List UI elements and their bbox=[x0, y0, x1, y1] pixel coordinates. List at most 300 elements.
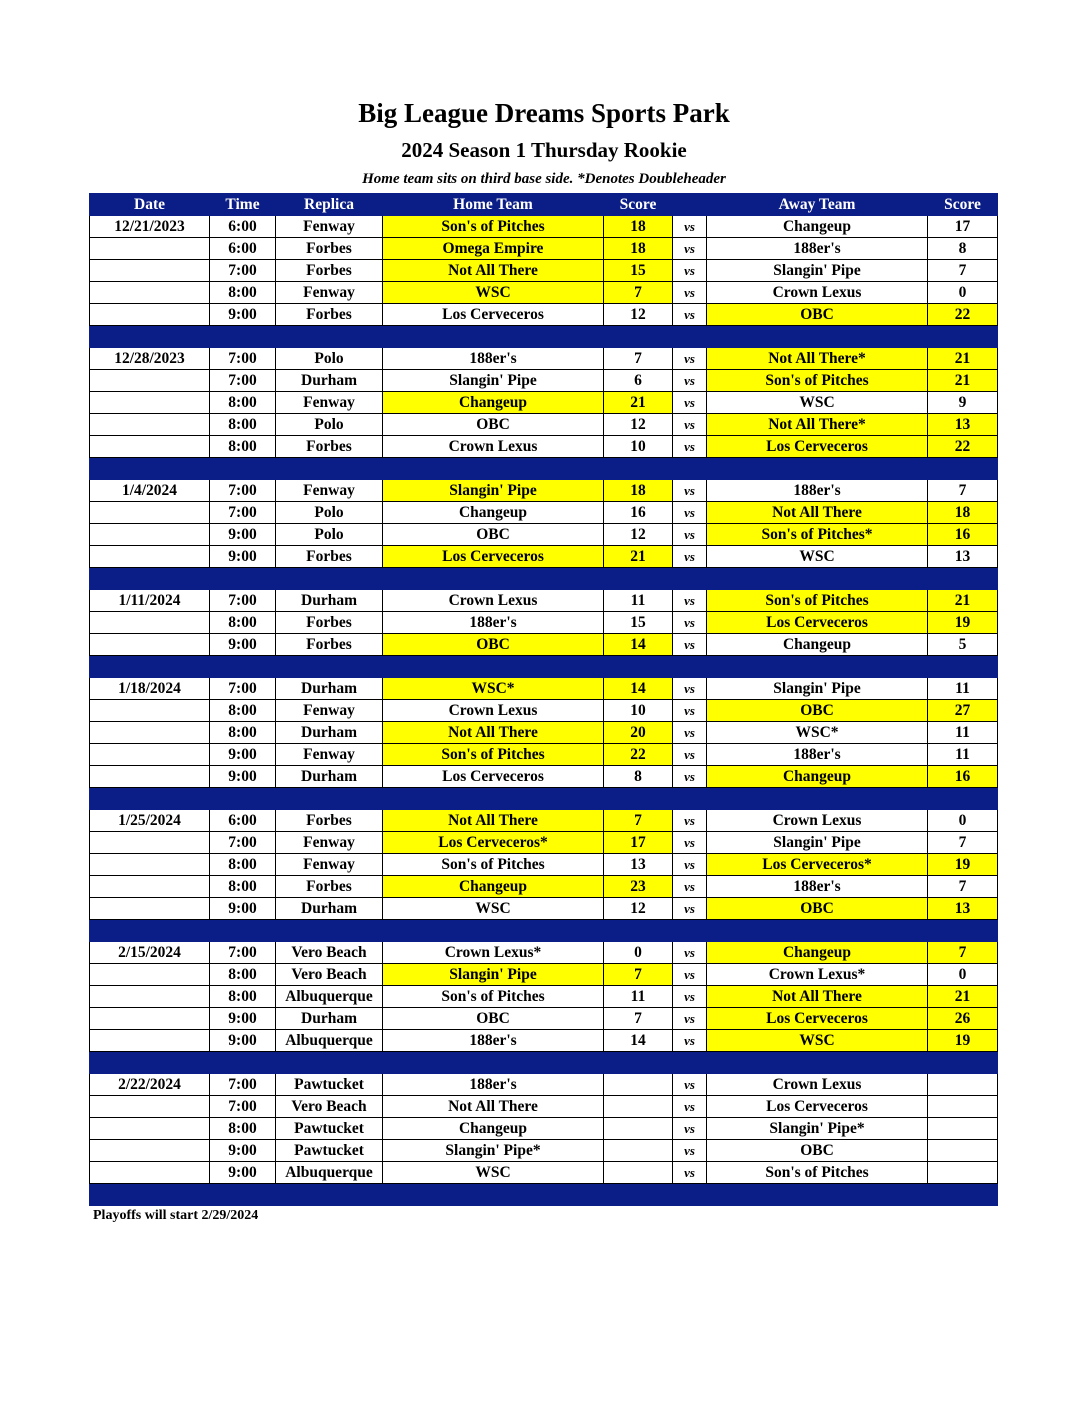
game-date bbox=[90, 612, 210, 634]
vs-label: vs bbox=[673, 898, 707, 920]
separator-cell bbox=[673, 326, 707, 348]
game-row bbox=[90, 876, 998, 898]
home-score: 12 bbox=[604, 524, 673, 546]
away-score: 7 bbox=[928, 876, 998, 898]
home-team: Son's of Pitches bbox=[383, 744, 604, 766]
game-row bbox=[90, 414, 998, 436]
game-row bbox=[90, 238, 998, 260]
game-row bbox=[90, 1162, 998, 1184]
separator-cell bbox=[707, 920, 928, 942]
game-row bbox=[90, 854, 998, 876]
home-score: 18 bbox=[604, 480, 673, 502]
vs-label: vs bbox=[673, 524, 707, 546]
vs-label: vs bbox=[673, 876, 707, 898]
home-team: Slangin' Pipe bbox=[383, 964, 604, 986]
vs-label: vs bbox=[673, 304, 707, 326]
home-score: 12 bbox=[604, 304, 673, 326]
home-score: 21 bbox=[604, 546, 673, 568]
game-date bbox=[90, 700, 210, 722]
vs-label: vs bbox=[673, 436, 707, 458]
away-team: Not All There bbox=[707, 502, 928, 524]
game-time: 7:00 bbox=[210, 370, 276, 392]
playoffs-note: Playoffs will start 2/29/2024 bbox=[93, 1208, 259, 1223]
away-team: OBC bbox=[707, 1140, 928, 1162]
game-replica: Forbes bbox=[276, 260, 383, 282]
page-subtitle: 2024 Season 1 Thursday Rookie bbox=[401, 138, 687, 162]
game-row bbox=[90, 546, 998, 568]
game-date bbox=[90, 238, 210, 260]
home-score: 18 bbox=[604, 216, 673, 238]
separator-cell bbox=[90, 788, 210, 810]
game-time: 6:00 bbox=[210, 238, 276, 260]
away-score: 5 bbox=[928, 634, 998, 656]
game-row bbox=[90, 370, 998, 392]
home-score: 11 bbox=[604, 590, 673, 612]
separator-cell bbox=[276, 1052, 383, 1074]
separator-cell bbox=[707, 1184, 928, 1206]
vs-label: vs bbox=[673, 634, 707, 656]
separator-cell bbox=[928, 920, 998, 942]
week-separator bbox=[90, 1052, 998, 1074]
home-team: Son's of Pitches bbox=[383, 216, 604, 238]
away-score: 0 bbox=[928, 282, 998, 304]
home-score: 16 bbox=[604, 502, 673, 524]
separator-cell bbox=[383, 656, 604, 678]
home-score: 15 bbox=[604, 260, 673, 282]
away-score: 13 bbox=[928, 546, 998, 568]
home-team: 188er's bbox=[383, 348, 604, 370]
home-score bbox=[604, 1140, 673, 1162]
home-score: 7 bbox=[604, 964, 673, 986]
away-team: Changeup bbox=[707, 216, 928, 238]
home-team: Crown Lexus bbox=[383, 700, 604, 722]
home-score: 10 bbox=[604, 436, 673, 458]
game-row bbox=[90, 744, 998, 766]
game-replica: Forbes bbox=[276, 546, 383, 568]
game-date bbox=[90, 722, 210, 744]
separator-cell bbox=[707, 458, 928, 480]
game-row bbox=[90, 832, 998, 854]
home-score: 6 bbox=[604, 370, 673, 392]
separator-cell bbox=[928, 656, 998, 678]
home-team: Los Cerveceros bbox=[383, 766, 604, 788]
away-team: Crown Lexus* bbox=[707, 964, 928, 986]
vs-label: vs bbox=[673, 700, 707, 722]
schedule-table bbox=[89, 193, 998, 1206]
away-team: Son's of Pitches bbox=[707, 1162, 928, 1184]
vs-label: vs bbox=[673, 1140, 707, 1162]
game-replica: Fenway bbox=[276, 282, 383, 304]
home-team: WSC bbox=[383, 898, 604, 920]
separator-cell bbox=[383, 568, 604, 590]
away-score: 7 bbox=[928, 260, 998, 282]
away-score bbox=[928, 1096, 998, 1118]
game-date bbox=[90, 414, 210, 436]
separator-cell bbox=[604, 458, 673, 480]
separator-cell bbox=[383, 1184, 604, 1206]
away-team: Not All There* bbox=[707, 414, 928, 436]
vs-label: vs bbox=[673, 392, 707, 414]
vs-label: vs bbox=[673, 370, 707, 392]
away-team: WSC bbox=[707, 1030, 928, 1052]
away-score bbox=[928, 1074, 998, 1096]
away-team: WSC bbox=[707, 392, 928, 414]
game-row bbox=[90, 480, 998, 502]
away-score: 21 bbox=[928, 348, 998, 370]
away-team: Son's of Pitches bbox=[707, 590, 928, 612]
vs-label: vs bbox=[673, 480, 707, 502]
home-team: Son's of Pitches bbox=[383, 986, 604, 1008]
away-score bbox=[928, 1118, 998, 1140]
game-time: 9:00 bbox=[210, 546, 276, 568]
home-score: 11 bbox=[604, 986, 673, 1008]
home-team: Changeup bbox=[383, 392, 604, 414]
game-time: 7:00 bbox=[210, 590, 276, 612]
game-date bbox=[90, 304, 210, 326]
separator-cell bbox=[383, 458, 604, 480]
away-team: Son's of Pitches* bbox=[707, 524, 928, 546]
away-team: Slangin' Pipe bbox=[707, 832, 928, 854]
home-team: Not All There bbox=[383, 810, 604, 832]
separator-cell bbox=[604, 568, 673, 590]
game-replica: Polo bbox=[276, 348, 383, 370]
home-score: 17 bbox=[604, 832, 673, 854]
away-team: Not All There* bbox=[707, 348, 928, 370]
game-date bbox=[90, 854, 210, 876]
game-replica: Vero Beach bbox=[276, 964, 383, 986]
game-date bbox=[90, 524, 210, 546]
separator-cell bbox=[928, 1052, 998, 1074]
game-time: 8:00 bbox=[210, 722, 276, 744]
home-team: OBC bbox=[383, 524, 604, 546]
game-replica: Albuquerque bbox=[276, 1030, 383, 1052]
separator-cell bbox=[276, 326, 383, 348]
week-separator bbox=[90, 568, 998, 590]
game-replica: Durham bbox=[276, 370, 383, 392]
away-score: 0 bbox=[928, 810, 998, 832]
vs-label: vs bbox=[673, 1008, 707, 1030]
header-away-team: Away Team bbox=[707, 194, 928, 216]
game-replica: Fenway bbox=[276, 854, 383, 876]
separator-cell bbox=[604, 1184, 673, 1206]
vs-label: vs bbox=[673, 854, 707, 876]
separator-cell bbox=[928, 326, 998, 348]
game-replica: Polo bbox=[276, 414, 383, 436]
vs-label: vs bbox=[673, 1162, 707, 1184]
away-team: Changeup bbox=[707, 942, 928, 964]
game-time: 8:00 bbox=[210, 854, 276, 876]
home-team: Slangin' Pipe bbox=[383, 480, 604, 502]
away-score bbox=[928, 1140, 998, 1162]
game-time: 9:00 bbox=[210, 1030, 276, 1052]
separator-cell bbox=[604, 920, 673, 942]
game-time: 7:00 bbox=[210, 832, 276, 854]
game-time: 9:00 bbox=[210, 524, 276, 546]
schedule-note: Home team sits on third base side. *Denotes Doubleheader bbox=[362, 171, 726, 187]
home-score: 14 bbox=[604, 678, 673, 700]
away-score: 22 bbox=[928, 436, 998, 458]
game-time: 9:00 bbox=[210, 744, 276, 766]
home-team: Crown Lexus bbox=[383, 436, 604, 458]
game-row bbox=[90, 304, 998, 326]
separator-cell bbox=[276, 920, 383, 942]
away-team: Son's of Pitches bbox=[707, 370, 928, 392]
vs-label: vs bbox=[673, 832, 707, 854]
game-row bbox=[90, 392, 998, 414]
week-separator bbox=[90, 458, 998, 480]
separator-cell bbox=[210, 326, 276, 348]
game-date bbox=[90, 876, 210, 898]
home-score: 10 bbox=[604, 700, 673, 722]
away-team: OBC bbox=[707, 898, 928, 920]
home-score: 15 bbox=[604, 612, 673, 634]
away-team: WSC bbox=[707, 546, 928, 568]
game-time: 7:00 bbox=[210, 480, 276, 502]
game-time: 8:00 bbox=[210, 986, 276, 1008]
home-score: 0 bbox=[604, 942, 673, 964]
game-date bbox=[90, 1030, 210, 1052]
separator-cell bbox=[673, 458, 707, 480]
away-score: 7 bbox=[928, 832, 998, 854]
home-team: Changeup bbox=[383, 1118, 604, 1140]
away-score: 27 bbox=[928, 700, 998, 722]
game-replica: Polo bbox=[276, 524, 383, 546]
away-score: 26 bbox=[928, 1008, 998, 1030]
vs-label: vs bbox=[673, 238, 707, 260]
game-date: 1/11/2024 bbox=[90, 590, 210, 612]
game-time: 6:00 bbox=[210, 216, 276, 238]
home-score: 23 bbox=[604, 876, 673, 898]
away-team: Slangin' Pipe bbox=[707, 260, 928, 282]
home-team: WSC* bbox=[383, 678, 604, 700]
game-time: 8:00 bbox=[210, 282, 276, 304]
home-score: 7 bbox=[604, 348, 673, 370]
away-team: Los Cerveceros bbox=[707, 1008, 928, 1030]
home-score: 8 bbox=[604, 766, 673, 788]
game-replica: Pawtucket bbox=[276, 1140, 383, 1162]
home-team: 188er's bbox=[383, 1074, 604, 1096]
separator-cell bbox=[928, 568, 998, 590]
game-replica: Durham bbox=[276, 590, 383, 612]
home-team: Crown Lexus* bbox=[383, 942, 604, 964]
game-date: 1/18/2024 bbox=[90, 678, 210, 700]
vs-label: vs bbox=[673, 744, 707, 766]
game-replica: Durham bbox=[276, 766, 383, 788]
away-team: Not All There bbox=[707, 986, 928, 1008]
game-date bbox=[90, 370, 210, 392]
vs-label: vs bbox=[673, 612, 707, 634]
home-team: Los Cerveceros* bbox=[383, 832, 604, 854]
separator-cell bbox=[383, 920, 604, 942]
game-replica: Fenway bbox=[276, 392, 383, 414]
game-time: 7:00 bbox=[210, 260, 276, 282]
separator-cell bbox=[928, 788, 998, 810]
away-score: 21 bbox=[928, 590, 998, 612]
away-score: 11 bbox=[928, 744, 998, 766]
away-team: Slangin' Pipe* bbox=[707, 1118, 928, 1140]
game-time: 9:00 bbox=[210, 766, 276, 788]
home-score: 20 bbox=[604, 722, 673, 744]
home-team: WSC bbox=[383, 1162, 604, 1184]
game-replica: Albuquerque bbox=[276, 986, 383, 1008]
schedule-body bbox=[90, 216, 998, 1206]
game-time: 9:00 bbox=[210, 1140, 276, 1162]
away-score: 21 bbox=[928, 370, 998, 392]
game-time: 7:00 bbox=[210, 348, 276, 370]
header-home-score: Score bbox=[604, 194, 673, 216]
vs-label: vs bbox=[673, 1096, 707, 1118]
separator-cell bbox=[707, 568, 928, 590]
game-replica: Forbes bbox=[276, 876, 383, 898]
separator-cell bbox=[673, 568, 707, 590]
separator-cell bbox=[90, 1184, 210, 1206]
separator-cell bbox=[210, 458, 276, 480]
game-date: 2/15/2024 bbox=[90, 942, 210, 964]
game-replica: Polo bbox=[276, 502, 383, 524]
header-row bbox=[90, 194, 998, 216]
game-replica: Forbes bbox=[276, 810, 383, 832]
home-team: OBC bbox=[383, 634, 604, 656]
home-team: Omega Empire bbox=[383, 238, 604, 260]
home-score: 14 bbox=[604, 1030, 673, 1052]
game-row bbox=[90, 986, 998, 1008]
game-date bbox=[90, 744, 210, 766]
game-row bbox=[90, 678, 998, 700]
away-team: Crown Lexus bbox=[707, 810, 928, 832]
game-time: 7:00 bbox=[210, 678, 276, 700]
separator-cell bbox=[604, 788, 673, 810]
away-team: 188er's bbox=[707, 238, 928, 260]
home-score: 12 bbox=[604, 414, 673, 436]
game-date: 12/21/2023 bbox=[90, 216, 210, 238]
game-date bbox=[90, 898, 210, 920]
away-team: 188er's bbox=[707, 876, 928, 898]
game-date bbox=[90, 1162, 210, 1184]
away-score: 13 bbox=[928, 898, 998, 920]
home-team: Los Cerveceros bbox=[383, 304, 604, 326]
game-date: 1/25/2024 bbox=[90, 810, 210, 832]
game-time: 7:00 bbox=[210, 1096, 276, 1118]
header-away-score: Score bbox=[928, 194, 998, 216]
separator-cell bbox=[210, 788, 276, 810]
away-score: 18 bbox=[928, 502, 998, 524]
separator-cell bbox=[928, 458, 998, 480]
separator-cell bbox=[673, 1184, 707, 1206]
home-team: 188er's bbox=[383, 1030, 604, 1052]
game-row bbox=[90, 1074, 998, 1096]
away-team: Los Cerveceros bbox=[707, 612, 928, 634]
week-separator bbox=[90, 656, 998, 678]
game-date: 12/28/2023 bbox=[90, 348, 210, 370]
away-team: Crown Lexus bbox=[707, 282, 928, 304]
home-team: 188er's bbox=[383, 612, 604, 634]
separator-cell bbox=[673, 656, 707, 678]
game-date bbox=[90, 546, 210, 568]
home-team: OBC bbox=[383, 1008, 604, 1030]
week-separator bbox=[90, 920, 998, 942]
vs-label: vs bbox=[673, 546, 707, 568]
game-replica: Durham bbox=[276, 678, 383, 700]
game-date bbox=[90, 766, 210, 788]
separator-cell bbox=[90, 458, 210, 480]
separator-cell bbox=[276, 568, 383, 590]
game-date bbox=[90, 436, 210, 458]
separator-cell bbox=[707, 656, 928, 678]
away-team: Slangin' Pipe bbox=[707, 678, 928, 700]
game-date: 1/4/2024 bbox=[90, 480, 210, 502]
game-row bbox=[90, 700, 998, 722]
home-score: 22 bbox=[604, 744, 673, 766]
separator-cell bbox=[707, 326, 928, 348]
game-row bbox=[90, 722, 998, 744]
game-replica: Durham bbox=[276, 722, 383, 744]
game-row bbox=[90, 942, 998, 964]
home-score: 13 bbox=[604, 854, 673, 876]
away-score: 16 bbox=[928, 766, 998, 788]
game-time: 8:00 bbox=[210, 392, 276, 414]
game-date bbox=[90, 1008, 210, 1030]
vs-label: vs bbox=[673, 414, 707, 436]
game-replica: Fenway bbox=[276, 480, 383, 502]
home-team: Changeup bbox=[383, 876, 604, 898]
home-score: 14 bbox=[604, 634, 673, 656]
vs-label: vs bbox=[673, 590, 707, 612]
game-row bbox=[90, 524, 998, 546]
page-title: Big League Dreams Sports Park bbox=[358, 98, 730, 128]
home-score bbox=[604, 1074, 673, 1096]
away-team: Changeup bbox=[707, 634, 928, 656]
away-score bbox=[928, 1162, 998, 1184]
home-score: 7 bbox=[604, 1008, 673, 1030]
header-replica: Replica bbox=[276, 194, 383, 216]
away-team: WSC* bbox=[707, 722, 928, 744]
away-team: Crown Lexus bbox=[707, 1074, 928, 1096]
game-date bbox=[90, 392, 210, 414]
game-time: 8:00 bbox=[210, 612, 276, 634]
vs-label: vs bbox=[673, 282, 707, 304]
game-replica: Durham bbox=[276, 898, 383, 920]
separator-cell bbox=[90, 1052, 210, 1074]
away-score: 11 bbox=[928, 678, 998, 700]
vs-label: vs bbox=[673, 766, 707, 788]
vs-label: vs bbox=[673, 502, 707, 524]
game-replica: Fenway bbox=[276, 216, 383, 238]
game-replica: Vero Beach bbox=[276, 1096, 383, 1118]
game-time: 7:00 bbox=[210, 1074, 276, 1096]
separator-cell bbox=[276, 788, 383, 810]
game-time: 8:00 bbox=[210, 700, 276, 722]
home-score bbox=[604, 1162, 673, 1184]
game-date bbox=[90, 1096, 210, 1118]
game-replica: Albuquerque bbox=[276, 1162, 383, 1184]
vs-label: vs bbox=[673, 1074, 707, 1096]
away-score: 9 bbox=[928, 392, 998, 414]
away-team: OBC bbox=[707, 700, 928, 722]
away-score: 16 bbox=[928, 524, 998, 546]
game-replica: Pawtucket bbox=[276, 1074, 383, 1096]
vs-label: vs bbox=[673, 942, 707, 964]
game-row bbox=[90, 612, 998, 634]
separator-cell bbox=[90, 326, 210, 348]
game-time: 7:00 bbox=[210, 942, 276, 964]
home-score bbox=[604, 1096, 673, 1118]
game-row bbox=[90, 898, 998, 920]
away-score: 22 bbox=[928, 304, 998, 326]
separator-cell bbox=[383, 1052, 604, 1074]
game-time: 8:00 bbox=[210, 876, 276, 898]
home-team: Slangin' Pipe* bbox=[383, 1140, 604, 1162]
separator-cell bbox=[276, 656, 383, 678]
